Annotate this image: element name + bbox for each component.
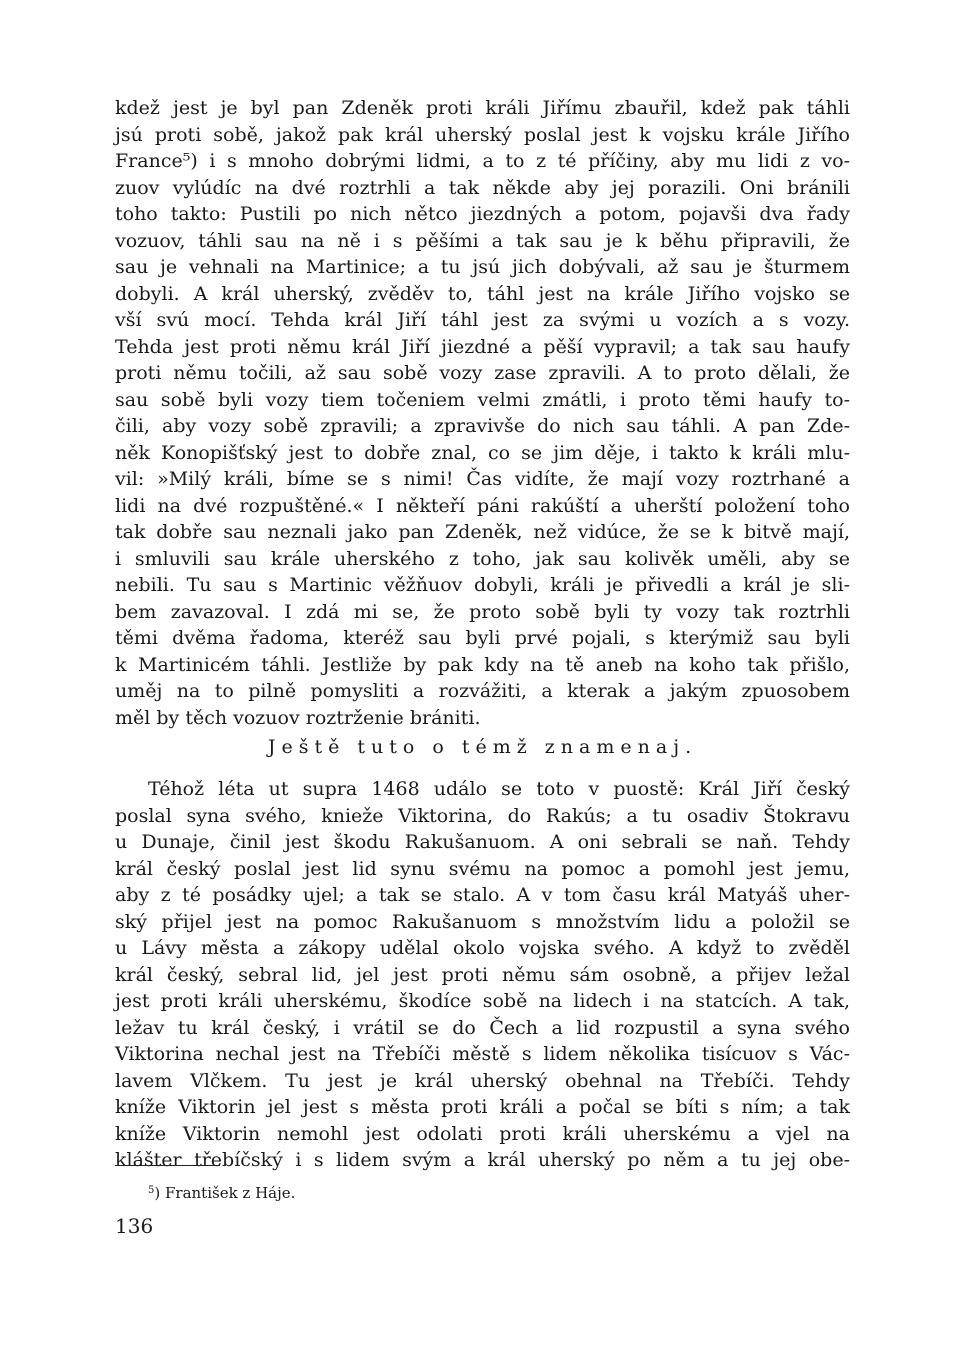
page-number: 136 [115, 1214, 154, 1238]
text-line: i smluvili sau krále uherského z toho, jak sau kolivěk uměli, aby se [115, 547, 850, 570]
footnote-divider [115, 1165, 220, 1166]
text-line: k Martinicém táhli. Jestliže by pak kdy na tě aneb na koho tak přišlo, [115, 653, 850, 676]
footnote-text: ) František z Háje. [154, 1184, 296, 1202]
text-line: sau je vehnali na Martinice; a tu jsú jich dobývali, až sau je šturmem [115, 256, 850, 278]
text-line: král český, sebral lid, jel jest proti němu sám osobně, a přijev ležal [115, 963, 850, 986]
text-line: klášter třebíčský i s lidem svým a král uherský po něm a tu jej obe- [115, 1149, 850, 1171]
section-heading: Ještě tuto o témž znamenaj. [267, 736, 698, 758]
text-line: kníže Viktorin nemohl jest odolati proti králi uherskému a vjel na [115, 1122, 850, 1145]
text-line: jsú proti sobě, jakož pak král uherský poslal jest k vojsku krále Jiřího [115, 123, 850, 146]
text-line: měl by těch vozuov roztrženie brániti. [115, 706, 481, 729]
text-line: proti němu točili, až sau sobě vozy zase zpravili. A to proto dělali, že [115, 362, 850, 384]
footnote-marker: 5 [148, 1185, 155, 1196]
text-line: ležav tu král český, i vrátil se do Čech a lid rozpustil a syna svého [115, 1016, 850, 1039]
footnote [148, 1181, 295, 1203]
text-line: kníže Viktorin jel jest s města proti králi a počal se bíti s ním; a tak [115, 1096, 850, 1118]
text-line: Viktorina nechal jest na Třebíči městě s lidem několika tisícuov s Vác- [115, 1043, 850, 1065]
text-line: těmi dvěma řadoma, kteréž sau byli prvé pojali, s kterýmiž sau byli [115, 627, 850, 649]
text-line: dobyli. A král uherský, zvěděv to, táhl jest na krále Jiřího vojsko se [115, 282, 850, 305]
text-line: uměj na to pilně pomysliti a rozvážiti, a kterak a jakým zpuosobem [115, 680, 850, 702]
text-line: ský přijel jest na pomoc Rakušanuom s množstvím lidu a položil se [115, 910, 850, 933]
text-line: lidi na dvé rozpuštěné.« I někteří páni rakúští a uherští položení toho [115, 494, 850, 517]
text-line: vší svú mocí. Tehda král Jiří táhl jest za svými u vozích a s vozy. [115, 309, 850, 331]
text-line: nebili. Tu sau s Martinic věžňuov dobyli, králi je přivedli a král je sli- [115, 574, 850, 596]
text-line: kdež jest je byl pan Zdeněk proti králi Jiřímu zbauřil, kdež pak táhli [115, 97, 850, 119]
text-line: něk Konopišťský jest to dobře znal, co se jim děje, i takto k králi mlu- [115, 441, 850, 464]
text-line: u Lávy města a zákopy udělal okolo vojska svého. A když to zvěděl [115, 937, 850, 959]
text-line: toho takto: Pustili po nich nětco jiezdných a potom, pojavši dva řady [115, 203, 850, 225]
text-line: jest proti králi uherskému, škodíce sobě na lidech i na statcích. A tak, [115, 990, 850, 1012]
paragraph-1 [115, 95, 850, 731]
text-line: tak dobře sau neznali jako pan Zdeněk, než vidúce, že se k bitvě mají, [115, 521, 850, 543]
text-line: poslal syna svého, knieže Viktorina, do Rakús; a tu osadiv Štokravu [115, 804, 850, 827]
text-line: král český poslal jest lid synu svému na pomoc a pomohl jest jemu, [115, 857, 850, 880]
text-line: vozuov, táhli sau na ně i s pěšími a tak sau je k běhu připravili, že [115, 229, 850, 252]
text-line: Téhož léta ut supra 1468 událo se toto v puostě: Král Jiří český [148, 778, 850, 800]
text-line: u Dunaje, činil jest škodu Rakušanuom. A oni sebrali se naň. Tehdy [115, 831, 850, 853]
text-line: zuov vylúdíc na dvé roztrhli a tak někde aby jej porazili. Oni bránili [115, 176, 850, 199]
text-line: aby z té posádky ujel; a tak se stalo. A v tom času král Matyáš uher- [115, 884, 850, 906]
text-line: bem zavazoval. I zdá mi se, že proto sobě byli ty vozy tak roztrhli [115, 600, 850, 623]
text-line: Tehda jest proti němu král Jiří jiezdné a pěší vypravil; a tak sau haufy [115, 335, 850, 358]
text-line: sau sobě byli vozy tiem točeniem velmi zmátli, i proto těmi haufy to- [115, 388, 850, 411]
text-line: lavem Vlčkem. Tu jest je král uherský obehnal na Třebíči. Tehdy [115, 1069, 850, 1092]
paragraph-2 [115, 776, 850, 1174]
text-line: vil: »Milý králi, bíme se s nimi! Čas vidíte, že mají vozy roztrhané a [115, 468, 850, 490]
text-line: čili, aby vozy sobě zpravili; a zpravivše do nich sau táhli. A pan Zde- [115, 415, 850, 437]
text-line: France⁵) i s mnoho dobrými lidmi, a to z té příčiny, aby mu lidi z vo- [115, 150, 850, 172]
